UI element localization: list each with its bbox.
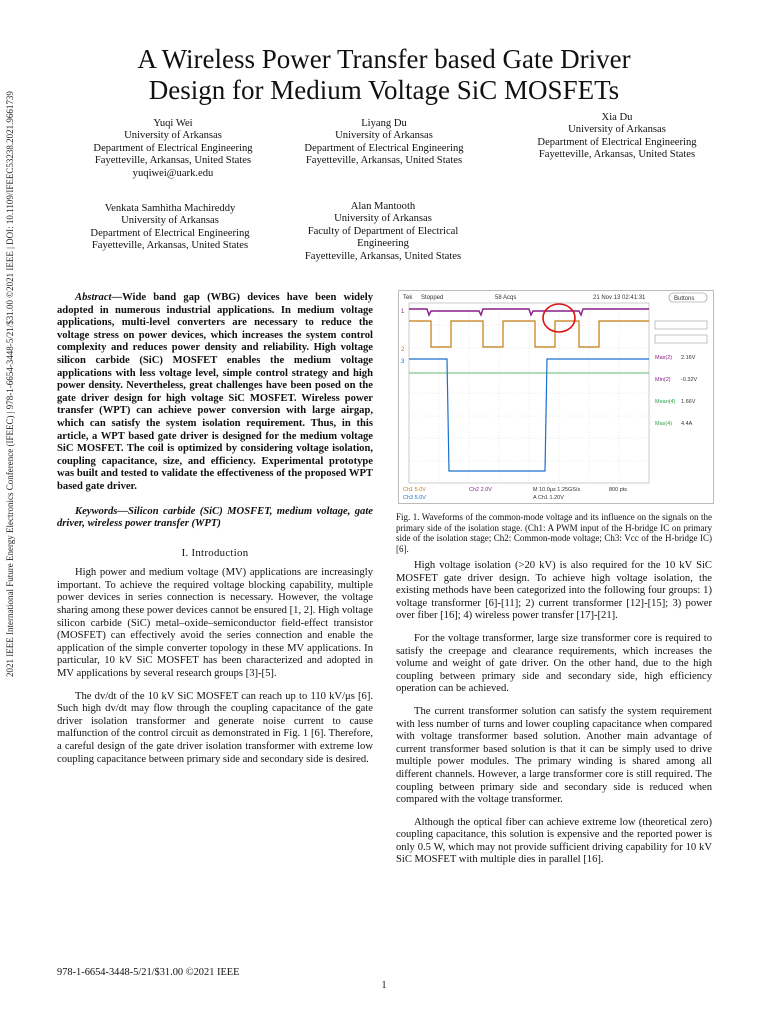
meas-label-4: Max(4) xyxy=(655,421,673,427)
paper-title xyxy=(0,44,768,106)
author-block-1 xyxy=(58,118,288,180)
intro-paragraph-1: High power and medium voltage (MV) applications are increasingly important. To achieve the required voltage blocking capability, multiple power devices in series connection is necessary. However, the voltage sharing among these power devices cannot be ensured [1, 2]. High voltage silicon carbide (SiC) metal–oxide–semiconductor field-effect transistor (MOSFET) can effectively avoid the series connection and enable the application of the simple converter topology in these MV applications. In particular, 10 kV SiC MOSFET has been characterized and adopted in MV applications by several research groups [3]-[5]. xyxy=(57,567,373,680)
section-heading-introduction: I. Introduction xyxy=(181,546,249,559)
scope-footer-ch1: Ch1 5.0V xyxy=(403,487,426,493)
author-department: Department of Electrical Engineering xyxy=(304,142,464,154)
scope-footer-ch3: Ch3 5.0V xyxy=(403,495,426,501)
author-name: Liyang Du xyxy=(361,118,407,129)
scope-footer-ch2: Ch2 2.0V xyxy=(469,487,492,493)
author-location: Fayetteville, Arkansas, United States xyxy=(304,250,462,262)
scope-acqs: 58 Acqs xyxy=(495,295,517,301)
author-department: Faculty of Department of Electrical Engineering xyxy=(307,225,459,250)
scope-footer xyxy=(403,487,627,501)
abstract xyxy=(57,292,373,494)
author-email: yuqiwei@uark.edu xyxy=(132,167,214,179)
doi-sidebar: 2021 IEEE International Future Energy Electronics Conference (IFEEC) | 978-1-6654-3448-5/21/$31.00 ©2021 IEEE | DOI: 10.1109/IFEEC53238.2021.9661739 xyxy=(5,91,15,677)
right-paragraph-1: High voltage isolation (>20 kV) is also required for the 10 kV SiC MOSFET gate driver design. To achieve high voltage isolation, the existing methods have been categorized into the following four groups: 1) voltage transformer [6]-[11]; 2) current transformer [12]-[15]; 3) power over fiber [16]; 4) wireless power transfer [17]-[21]. xyxy=(396,560,712,622)
title-line-1: A Wireless Power Transfer based Gate Driver xyxy=(137,44,631,74)
scope-marker-ch1: 1 xyxy=(401,309,405,315)
author-affiliation: University of Arkansas xyxy=(124,130,222,142)
author-affiliation: University of Arkansas xyxy=(568,124,666,136)
figure-caption: Fig. 1. Waveforms of the common-mode voltage and its influence on the signals on the primary side of the isolation stage. (Ch1: A PWM input of the H-bridge IC on primary side of the isolation stage; Ch2: Common-mode voltage; Ch3: Vcc of the H-bridge IC) [6]. xyxy=(396,512,712,554)
author-location: Fayetteville, Arkansas, United States xyxy=(538,149,696,161)
oscilloscope-screen xyxy=(399,291,713,503)
author-block-4 xyxy=(35,203,305,253)
author-department: Department of Electrical Engineering xyxy=(90,227,250,239)
meas-value-3: 1.66V xyxy=(681,399,696,405)
meas-label-1: Max(2) xyxy=(655,355,673,361)
author-name: Yuqi Wei xyxy=(153,118,193,129)
author-block-2 xyxy=(269,118,499,168)
scope-marker-ch2: 2 xyxy=(401,347,405,353)
author-location: Fayetteville, Arkansas, United States xyxy=(91,240,249,252)
right-column xyxy=(396,560,712,877)
intro-paragraph-2: The dv/dt of the 10 kV SiC MOSFET can reach up to 110 kV/μs [6]. Such high dv/dt may flow through the coupling capacitance of the gate driver isolation transformer and generate noise current to cause malfunction of the control circuit as demonstrated in Fig. 1 [6]. Therefore, a careful design of the gate driver isolation transformer with extreme low coupling capacitance between primary side and secondary side is desired. xyxy=(57,690,373,765)
figure-oscilloscope xyxy=(398,290,714,504)
meas-value-4: 4.4A xyxy=(681,421,693,427)
scope-measurements xyxy=(655,321,707,427)
scope-graticule xyxy=(409,303,649,483)
author-block-5 xyxy=(293,201,473,263)
scope-datetime: 21 Nov 13 02:41:31 xyxy=(593,295,646,301)
author-name: Alan Mantooth xyxy=(350,201,416,212)
author-name: Xia Du xyxy=(601,112,633,123)
author-block-3 xyxy=(502,112,732,162)
scope-footer-trigger: A Ch1 1.20V xyxy=(533,495,564,501)
abstract-label: Abstract xyxy=(75,292,112,303)
scope-marker-ch3: 3 xyxy=(401,359,405,365)
title-line-2: Design for Medium Voltage SiC MOSFETs xyxy=(148,75,620,105)
scope-buttons-label: Buttons xyxy=(674,296,695,302)
scope-footer-points: 800 pts xyxy=(609,487,628,493)
author-name: Venkata Samhitha Machireddy xyxy=(104,203,236,214)
meas-label-3: Mean(4) xyxy=(655,399,676,405)
meas-label-2: Min(2) xyxy=(655,377,671,383)
keywords: Keywords—Silicon carbide (SiC) MOSFET, medium voltage, gate driver, wireless power transfer (WPT) xyxy=(57,505,373,530)
meas-value-1: 2.16V xyxy=(681,355,696,361)
page-number: 1 xyxy=(381,980,387,991)
scope-status: Stopped xyxy=(421,295,444,301)
right-paragraph-2: For the voltage transformer, large size transformer core is required to satisfy the creepage and clearance requirements, which increases the volume and weight of gate driver. On the other hand, due to the high coupling between primary side and secondary side, high efficiency operation can be achieved. xyxy=(396,632,712,695)
left-column xyxy=(57,292,373,776)
right-paragraph-4: Although the optical fiber can achieve extreme low (theoretical zero) coupling capacitance, this solution is expensive and the reported power is only 0.5 W, which may not provide sufficient driving capability for 10 kV SiC MOSFET with multiple dies in parallel [16]. xyxy=(396,816,712,866)
author-affiliation: University of Arkansas xyxy=(335,130,433,142)
author-department: Department of Electrical Engineering xyxy=(537,136,697,148)
author-location: Fayetteville, Arkansas, United States xyxy=(305,155,463,167)
author-department: Department of Electrical Engineering xyxy=(93,142,253,154)
right-paragraph-3: The current transformer solution can satisfy the system requirement with less number of turns and lower coupling capacitance when compared with voltage transformer based solution. Another main advantage of current transformer based solution is that it can be simply used to drive multiple power modules. The primary winding is shared among all different channels. However, a large transformer core is still required. The coupling between primary side and secondary side is reduced when compared with the voltage transformer. xyxy=(396,705,712,806)
abstract-text: —Wide band gap (WBG) devices have been widely adopted in numerous industrial applications. In medium voltage applications, multi-level converters are necessary to reduce the voltage stress on power devices, which increases the system control complexity and reduces power density and reliability. High voltage silicon carbide (SiC) MOSFET enables the medium voltage applications with less voltage level, simple control strategy and high power density. Nevertheless, great challenges have been posed on the gate driver design for high voltage SiC MOSFET. Wireless power transfer (WPT) can achieve power conversion with large airgap, which can satisfy the system isolation requirement. Thus, in this article, a WPT based gate driver is designed for the medium voltage SiC MOSFET. The coil is optimized by considering voltage isolation, coupling capacitance, size, and efficiency. Experimental prototype was built and tested to validate the effectiveness of the proposed WPT based gate driver. xyxy=(57,292,373,492)
meas-value-2: -0.32V xyxy=(681,377,698,383)
copyright-footer: 978-1-6654-3448-5/21/$31.00 ©2021 IEEE xyxy=(57,967,240,978)
author-location: Fayetteville, Arkansas, United States xyxy=(94,155,252,167)
author-affiliation: University of Arkansas xyxy=(334,213,432,225)
scope-brand: Tek xyxy=(403,295,413,301)
scope-footer-timebase: M 10.0μs 1.25GS/s xyxy=(533,487,581,493)
author-affiliation: University of Arkansas xyxy=(121,215,219,227)
